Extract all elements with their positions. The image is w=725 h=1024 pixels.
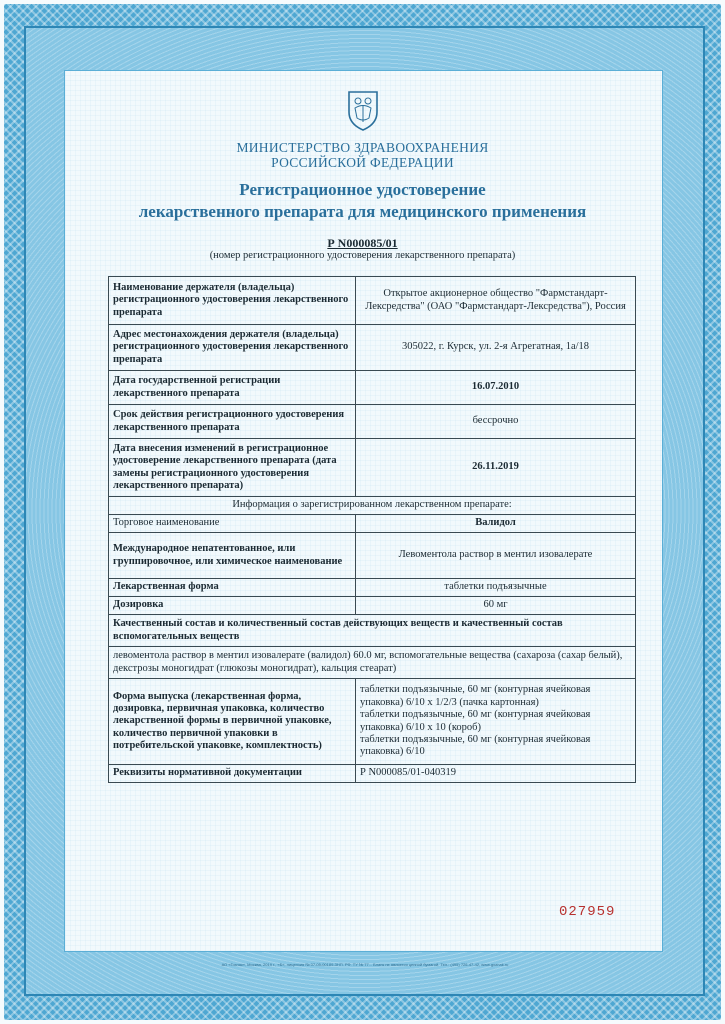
ministry-name-line1: МИНИСТЕРСТВО ЗДРАВООХРАНЕНИЯ (236, 140, 489, 155)
table-row (109, 371, 636, 405)
holder-address-label: Адрес местонахождения держателя (владельца) регистрационного удостоверения лекарственного препарата (109, 325, 356, 371)
table-row (109, 515, 636, 533)
serial-number: 027959 (559, 904, 616, 920)
trade-name-value: Валидол (356, 515, 636, 533)
table-row (109, 533, 636, 579)
printer-micro-text: АО «Гознак», Москва, 2019 г., «Б», лицензия № 07-05-00189-3НП. РФ. ТУ № 77... Бланк не является ценной бумагой. Тел.: (495) 726-47-42, www.goznak.ru (221, 962, 509, 967)
release-form-item: таблетки подъязычные, 60 мг (контурная ячейковая упаковка) 6/10 (360, 733, 591, 758)
validity-value: бессрочно (356, 405, 636, 439)
holder-name-value: Открытое акционерное общество "Фармстандарт-Лексредства" (ОАО "Фармстандарт-Лексредства"), Россия (356, 277, 636, 325)
release-form-item: таблетки подъязычные, 60 мг (контурная ячейковая упаковка) 6/10 х 1/2/3 (пачка картонная) (360, 684, 591, 708)
change-date-value: 26.11.2019 (356, 439, 636, 497)
table-row (109, 277, 636, 325)
table-row (109, 405, 636, 439)
registration-date-label: Дата государственной регистрации лекарственного препарата (109, 371, 356, 405)
release-form-value (356, 679, 636, 765)
normative-doc-label: Реквизиты нормативной документации (109, 765, 356, 783)
table-row (109, 765, 636, 783)
release-form-label: Форма выпуска (лекарственная форма, дозировка, первичная упаковка, количество лекарственной формы в первичной упаковке, количество первичной упаковки в потребительской упаковке, комплектность) (109, 679, 356, 765)
table-row (109, 679, 636, 765)
holder-address-value: 305022, г. Курск, ул. 2-я Агрегатная, 1а/18 (356, 325, 636, 371)
dosage-form-label: Лекарственная форма (109, 579, 356, 597)
table-row (109, 597, 636, 615)
registration-date-value: 16.07.2010 (356, 371, 636, 405)
document-title-line2: лекарственного препарата для медицинского применения (138, 202, 587, 221)
registration-number: Р N000085/01 (327, 236, 398, 250)
holder-name-label: Наименование держателя (владельца) регистрационного удостоверения лекарственного препарата (109, 277, 356, 325)
normative-doc-value: Р N000085/01-040319 (356, 765, 636, 783)
inn-label: Международное непатентованное, или группировочное, или химическое наименование (109, 533, 356, 579)
dosage-value: 60 мг (356, 597, 636, 615)
product-info-header: Информация о зарегистрированном лекарственном препарате: (109, 497, 636, 515)
document-title-line1: Регистрационное удостоверение (239, 180, 486, 199)
composition-text: левоментола раствор в ментил изовалерате (валидол) 60.0 мг, вспомогательные вещества (сахароза (сахар белый), декстрозы моногидрат (глюкозы моногидрат), кальция стеарат) (109, 647, 636, 679)
release-form-item: таблетки подъязычные, 60 мг (контурная ячейковая упаковка) 6/10 х 10 (короб) (360, 709, 591, 733)
table-row (109, 579, 636, 597)
certificate-table (108, 276, 636, 783)
table-row (109, 497, 636, 515)
inn-value: Левоментола раствор в ментил изовалерате (356, 533, 636, 579)
registration-number-caption: (номер регистрационного удостоверения лекарственного препарата) (209, 250, 516, 261)
table-row (109, 325, 636, 371)
dosage-label: Дозировка (109, 597, 356, 615)
table-row (109, 615, 636, 647)
coat-of-arms-icon (345, 86, 381, 132)
trade-name-label: Торговое наименование (109, 515, 356, 533)
validity-label: Срок действия регистрационного удостоверения лекарственного препарата (109, 405, 356, 439)
table-row (109, 647, 636, 679)
dosage-form-value: таблетки подъязычные (356, 579, 636, 597)
table-row (109, 439, 636, 497)
composition-header: Качественный состав и количественный состав действующих веществ и качественный состав вспомогательных веществ (109, 615, 636, 647)
change-date-label: Дата внесения изменений в регистрационное удостоверение лекарственного препарата (дата замены регистрационного удостоверения лекарственного препарата) (109, 439, 356, 497)
ministry-name-line2: РОССИЙСКОЙ ФЕДЕРАЦИИ (271, 155, 454, 170)
